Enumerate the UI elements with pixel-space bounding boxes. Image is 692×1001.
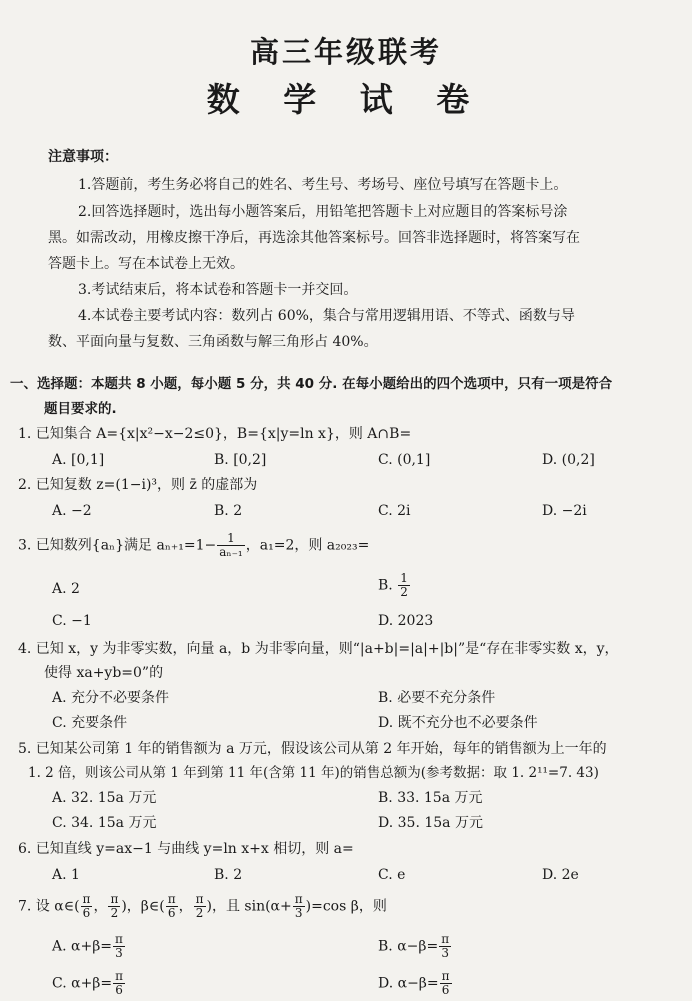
question-5-stem: 5. 已知某公司第 1 年的销售额为 a 万元，假设该公司从第 2 年开始，每年的销售额为上一年的	[18, 741, 607, 757]
question-3-option-d: D. 2023	[378, 613, 434, 629]
question-1-option-a: A. [0,1]	[52, 452, 105, 468]
question-1-stem: 1. 已知集合 A={x|x²−x−2≤0}，B={x|y=ln x}，则 A∩B=	[18, 426, 412, 442]
question-7-option-b-label: B. α−β=	[378, 938, 439, 955]
notice-item-2: 2.回答选择题时，选出每小题答案后，用铅笔把答题卡上对应题目的答案标号涂	[78, 204, 568, 220]
question-1-option-d: D. (0,2]	[542, 452, 595, 468]
section-heading-cont: 题目要求的.	[44, 401, 117, 417]
notice-item-1: 1.答题前，考生务必将自己的姓名、考生号、考场号、座位号填写在答题卡上。	[78, 177, 568, 193]
question-7-stem-part-2: ，	[93, 898, 108, 915]
notice-heading: 注意事项：	[48, 149, 118, 165]
question-7-option-b-fraction	[439, 933, 451, 960]
exam-title: 高三年级联考	[249, 35, 442, 69]
question-7-option-d-den: 6	[441, 983, 450, 997]
question-7-option-c-den: 6	[115, 983, 123, 997]
question-7-option-d-fraction	[440, 970, 452, 997]
question-6-option-b: B. 2	[214, 867, 243, 883]
question-7-frac-4-num: π	[195, 892, 204, 906]
question-4-option-b: B. 必要不充分条件	[378, 690, 496, 706]
question-5-stem-cont: 1. 2 倍，则该公司从第 1 年到第 11 年(含第 11 年)的销售总额为(参考数据：取 1. 2¹¹=7. 43)	[28, 765, 599, 781]
notice-item-2-end: 答题卡上。写在本试卷上无效。	[48, 256, 244, 272]
question-7-stem-part-1: 7. 设 α∈(	[18, 898, 80, 915]
question-7-frac-5-den: 3	[294, 906, 303, 920]
question-7-frac-2	[108, 893, 120, 920]
question-3-stem-b: ，a₁=2，则 a₂₀₂₃=	[245, 537, 370, 554]
question-7-stem-part-3: )，β∈(	[121, 898, 165, 915]
question-6-option-c: C. e	[378, 867, 406, 883]
question-7-option-a-label: A. α+β=	[52, 938, 113, 955]
question-7-frac-3-num: π	[167, 892, 176, 906]
question-4-option-d: D. 既不充分也不必要条件	[378, 715, 538, 731]
question-5-option-c: C. 34. 15a 万元	[52, 815, 157, 831]
question-7-option-d-label: D. α−β=	[378, 975, 439, 992]
question-7-option-a-den: 3	[115, 946, 123, 960]
question-7-option-b	[378, 933, 452, 960]
question-4-option-c: C. 充要条件	[52, 715, 128, 731]
question-7-stem-part-6: )=cos β，则	[305, 898, 387, 915]
question-3-option-b-label: B.	[378, 577, 398, 594]
question-4-option-a: A. 充分不必要条件	[52, 690, 170, 706]
question-7-frac-1-num: π	[82, 892, 91, 906]
question-7-stem	[18, 893, 387, 920]
question-1-option-b: B. [0,2]	[214, 452, 267, 468]
question-7-frac-2-num: π	[110, 892, 119, 906]
question-7-option-b-den: 3	[441, 946, 449, 960]
question-3-fraction-den: aₙ₋₁	[219, 545, 243, 559]
question-3-option-c: C. −1	[52, 613, 92, 629]
question-3-option-b	[378, 572, 411, 599]
question-6-stem: 6. 已知直线 y=ax−1 与曲线 y=ln x+x 相切，则 a=	[18, 841, 354, 857]
question-7-option-c-fraction	[113, 970, 125, 997]
notice-item-4-cont: 数、平面向量与复数、三角函数与解三角形占 40%。	[48, 334, 378, 350]
question-3-stem-a: 3. 已知数列{aₙ}满足 aₙ₊₁=1−	[18, 537, 217, 554]
question-7-frac-3-den: 6	[167, 906, 176, 920]
question-5-option-a: A. 32. 15a 万元	[52, 790, 157, 806]
question-3-option-b-num: 1	[400, 571, 408, 585]
question-7-frac-5	[293, 893, 305, 920]
question-2-option-c: C. 2i	[378, 503, 411, 519]
question-3-option-b-fraction	[398, 572, 410, 599]
question-6-option-d: D. 2e	[542, 867, 579, 883]
question-7-frac-2-den: 2	[110, 906, 119, 920]
question-3-option-b-den: 2	[400, 585, 408, 599]
question-3-stem	[18, 532, 369, 559]
question-7-option-b-num: π	[441, 932, 450, 946]
question-6-option-a: A. 1	[52, 867, 80, 883]
question-7-option-a	[52, 933, 126, 960]
question-7-frac-1	[81, 893, 93, 920]
question-2-option-b: B. 2	[214, 503, 243, 519]
notice-item-3: 3.考试结束后，将本试卷和答题卡一并交回。	[78, 282, 358, 298]
question-7-option-c-num: π	[115, 969, 124, 983]
question-3-fraction	[217, 532, 245, 559]
question-7-option-d-num: π	[441, 969, 450, 983]
question-7-stem-part-4: ，	[178, 898, 193, 915]
question-4-stem-cont: 使得 xa+yb=0”的	[44, 665, 164, 681]
question-3-option-a: A. 2	[52, 581, 80, 597]
question-7-frac-4-den: 2	[195, 906, 204, 920]
exam-subject-title: 数 学 试 卷	[206, 80, 486, 119]
question-3-fraction-num: 1	[217, 532, 245, 546]
question-7-stem-part-5: )，且 sin(α+	[206, 898, 292, 915]
question-7-option-a-num: π	[115, 932, 123, 946]
question-7-frac-1-den: 6	[82, 906, 91, 920]
question-2-stem: 2. 已知复数 z=(1−i)³，则 z̄ 的虚部为	[18, 477, 258, 493]
notice-item-4: 4.本试卷主要考试内容：数列占 60%，集合与常用逻辑用语、不等式、函数与导	[78, 308, 575, 324]
question-7-option-a-fraction	[113, 933, 125, 960]
question-5-option-d: D. 35. 15a 万元	[378, 815, 483, 831]
question-7-option-c-label: C. α+β=	[52, 975, 113, 992]
question-2-option-a: A. −2	[52, 503, 92, 519]
question-7-frac-4	[194, 893, 206, 920]
question-7-option-c	[52, 970, 126, 997]
question-7-option-d	[378, 970, 453, 997]
section-heading: 一、选择题：本题共 8 小题，每小题 5 分，共 40 分. 在每小题给出的四个选项中，只有一项是符合	[10, 376, 613, 392]
question-2-option-d: D. −2i	[542, 503, 587, 519]
question-7-frac-5-num: π	[294, 892, 303, 906]
notice-item-2-cont: 黑。如需改动，用橡皮擦干净后，再选涂其他答案标号。回答非选择题时，将答案写在	[48, 230, 580, 246]
question-5-option-b: B. 33. 15a 万元	[378, 790, 483, 806]
question-4-stem: 4. 已知 x，y 为非零实数，向量 a，b 为非零向量，则“|a+b|=|a|+|b|”是“存在非零实数 x，y，	[18, 641, 619, 657]
question-1-option-c: C. (0,1]	[378, 452, 431, 468]
question-7-frac-3	[166, 893, 178, 920]
